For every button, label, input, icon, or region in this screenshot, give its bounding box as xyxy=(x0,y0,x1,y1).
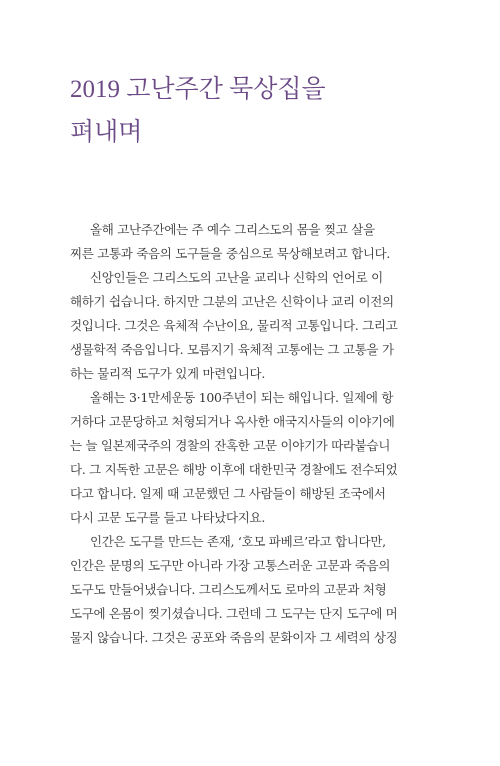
body-line: 도구에 온몸이 찢기셨습니다. 그런데 그 도구는 단지 도구에 머 xyxy=(70,606,398,621)
page-title xyxy=(70,68,326,154)
body-line: 다고 합니다. 일제 때 고문했던 그 사람들이 해방된 조국에서 xyxy=(70,486,386,501)
body-line: 물지 않습니다. 그것은 공포와 죽음의 문화이자 그 세력의 상징 xyxy=(70,630,398,645)
body-line: 올해 고난주간에는 주 예수 그리스도의 몸을 찢고 살을 xyxy=(90,222,375,237)
body-line: 인간은 문명의 도구만 아니라 가장 고통스러운 고문과 죽음의 xyxy=(70,558,391,573)
body-line: 올해는 3·1만세운동 100주년이 되는 해입니다. 일제에 항 xyxy=(90,390,394,405)
body-line: 신앙인들은 그리스도의 고난을 교리나 신학의 언어로 이 xyxy=(90,270,383,285)
body-line: 것입니다. 그것은 육체적 수난이요, 물리적 고통입니다. 그리고 xyxy=(70,318,398,333)
body-line: 인간은 도구를 만드는 존재, ‘호모 파베르’라고 합니다만, xyxy=(90,534,386,549)
body-line: 다. 그 지독한 고문은 해방 이후에 대한민국 경찰에도 전수되었 xyxy=(70,462,398,477)
body-line: 해하기 쉽습니다. 하지만 그분의 고난은 신학이나 교리 이전의 xyxy=(70,294,394,309)
title-line: 펴내며 xyxy=(70,119,143,146)
body-line: 찌른 고통과 죽음의 도구들을 중심으로 묵상해보려고 합니다. xyxy=(70,246,391,261)
body-line: 거하다 고문당하고 처형되거나 옥사한 애국지사들의 이야기에 xyxy=(70,414,395,429)
body-line: 도구도 만들어냈습니다. 그리스도께서도 로마의 고문과 처형 xyxy=(70,582,387,597)
body-line: 생물학적 죽음입니다. 모름지기 육체적 고통에는 그 고통을 가 xyxy=(70,342,394,357)
body-text xyxy=(70,218,435,650)
body-line: 는 늘 일본제국주의 경찰의 잔혹한 고문 이야기가 따라붙습니 xyxy=(70,438,391,453)
body-line: 다시 고문 도구를 들고 나타났다지요. xyxy=(70,510,265,525)
body-line: 하는 물리적 도구가 있게 마련입니다. xyxy=(70,366,265,381)
title-line: 2019 고난주간 묵상집을 xyxy=(70,76,326,103)
